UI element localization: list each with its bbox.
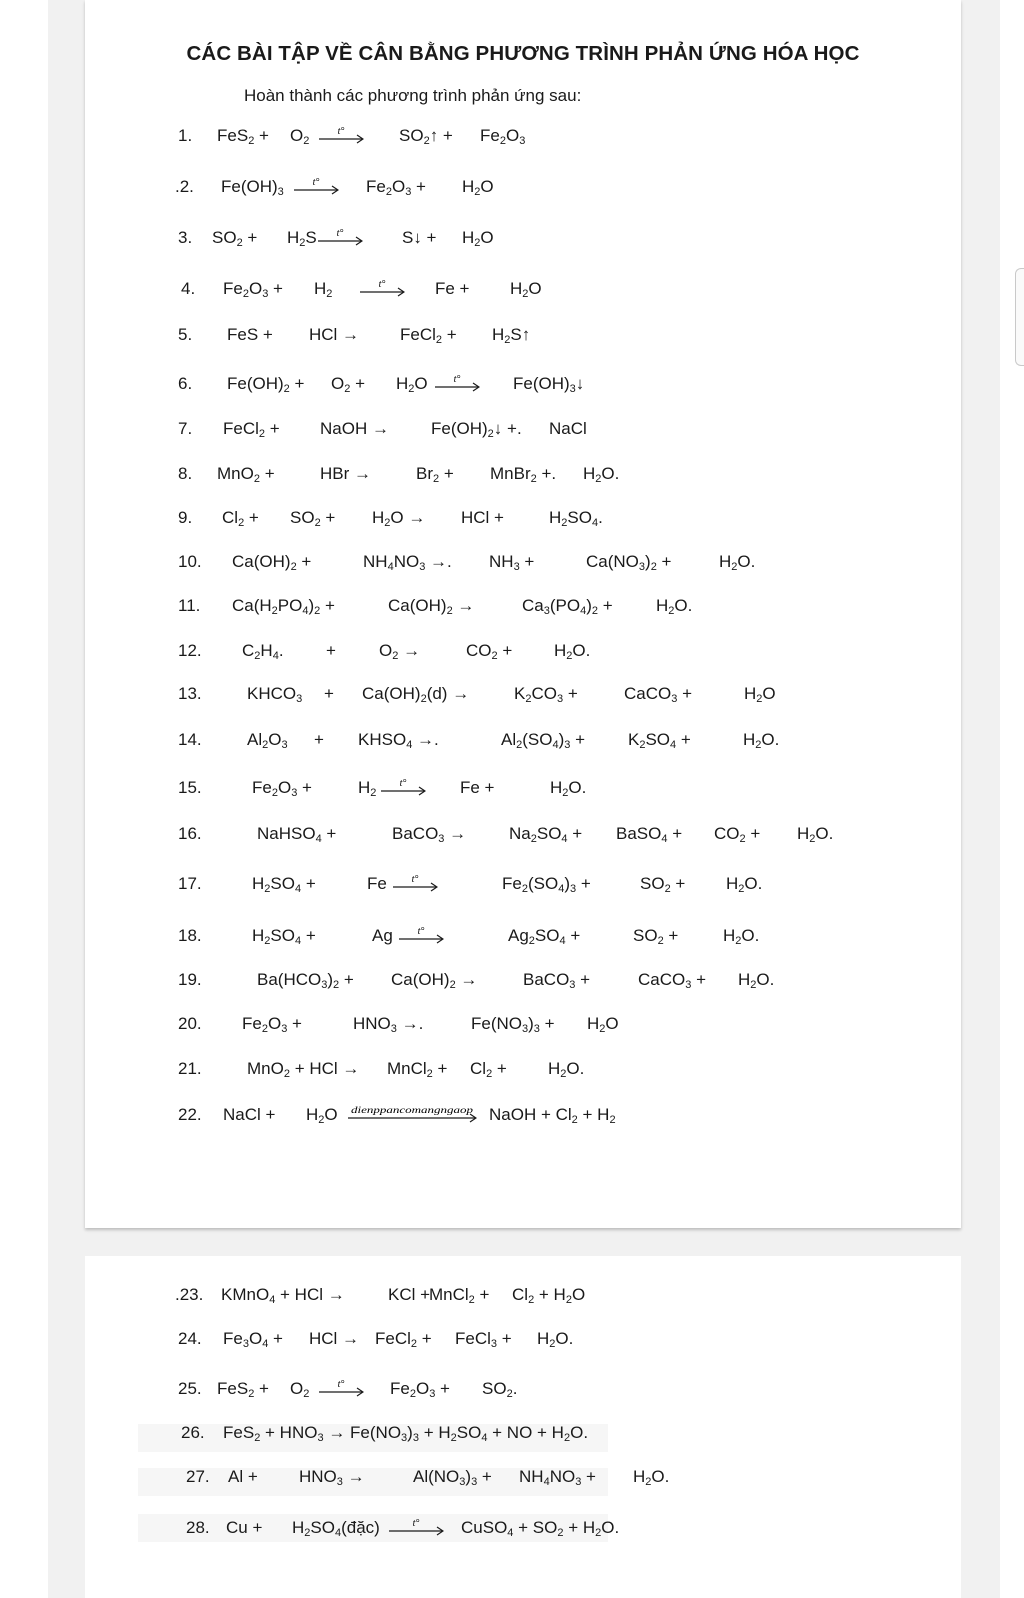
equation-number: 6.	[178, 374, 193, 393]
arrow-condition-label: t°	[417, 926, 425, 937]
equation-term: $H_2O$.	[743, 730, 780, 751]
equation-term: HCl →	[309, 325, 360, 344]
right-margin	[1000, 0, 1024, 1598]
equation-number: 28.	[186, 1518, 210, 1537]
equation-term: $Fe_2O_3$	[480, 126, 526, 147]
equation-term: $H_2O$.	[719, 552, 756, 573]
page-title: CÁC BÀI TẬP VỀ CÂN BẰNG PHƯƠNG TRÌNH PHẢN ỨNG HÓA HỌC	[186, 42, 860, 65]
equation-number: 26.	[181, 1423, 205, 1442]
equation-term: $SO_2↑$ +	[399, 126, 453, 147]
equation-term: Al +	[228, 1467, 258, 1486]
equation-number: 19.	[178, 970, 202, 989]
equation-term: +	[326, 641, 336, 660]
equation-number: 7.	[178, 419, 193, 438]
arrow-condition-label: t°	[411, 874, 419, 885]
equation-term: MnCl$_2$ +	[429, 1285, 490, 1306]
equation-term: $H_2O$.	[550, 778, 587, 799]
equation-term: $O_2$	[290, 1379, 310, 1400]
equation-term: $H_2O$	[462, 177, 494, 198]
equation-number: 27.	[186, 1467, 210, 1486]
equation-term: $K_2SO_4$ +	[628, 730, 691, 751]
equation-term: $Br_2$ +	[416, 464, 454, 485]
equation-number: 8.	[178, 464, 193, 483]
equation-number: 21.	[178, 1059, 202, 1078]
equation-term: Fe +	[460, 778, 495, 797]
equation-term: $H_2O$ →	[372, 508, 426, 529]
equation-term: $Fe_2O_3$ +	[390, 1379, 450, 1400]
equation-term: $Ca(NO_3)_2$ +	[586, 552, 672, 573]
equation-number: .2.	[175, 177, 194, 196]
equation-number: 14.	[178, 730, 202, 749]
equation-term: NaOH + $Cl_2 + H_2$	[489, 1105, 616, 1126]
equation-term: MnO$_2$ + HCl →	[247, 1059, 360, 1080]
equation-term: NaHSO$_4$ +	[257, 824, 337, 845]
equation-term: $KHSO_4$ →.	[358, 730, 439, 751]
equation-term: $Fe_2O_3$ +	[252, 778, 312, 799]
equation-term: $Ca(OH)_2$ →	[388, 596, 475, 617]
equation-term: $H_2O$.	[554, 641, 591, 662]
equation-term: NaCl	[549, 419, 587, 438]
left-margin	[0, 0, 48, 1598]
reaction-arrow-icon	[347, 1101, 477, 1129]
equation-term: $H_2$	[358, 778, 377, 799]
equation-term: $Ca_3(PO_4)_2$ +	[522, 596, 613, 617]
equation-term: $KHCO_3$	[247, 684, 303, 705]
equation-term: $H_2O$	[462, 228, 494, 249]
equation-term: $Fe_2(SO_4)_3$ +	[502, 874, 591, 895]
equation-term: BaCO$_3$ +	[523, 970, 591, 991]
equation-term: FeCl$_2$ +	[400, 325, 457, 346]
equation-term: $H_2O$	[396, 374, 428, 395]
equation-term: $Fe(OH)_2↓$ +.	[431, 419, 522, 440]
equation-term: $CO_2$ +	[714, 824, 761, 845]
equation-term: FeCl$_2$ +	[223, 419, 280, 440]
equation-term: BaCO$_3$ →	[392, 824, 467, 845]
equation-term: $H_2O$.	[548, 1059, 585, 1080]
equation-term: $SO_2$ +	[212, 228, 258, 249]
arrow-condition-label: t°	[378, 279, 386, 290]
arrow-condition-label: t°	[336, 228, 344, 239]
equation-term: BaSO$_4$ +	[616, 824, 683, 845]
equation-number: 12.	[178, 641, 202, 660]
equation-term: $Ca(OH)_2$ +	[232, 552, 312, 573]
equation-term: $H_2SO_4$.	[549, 508, 603, 529]
equation-term: $Fe_2O_3$ +	[242, 1014, 302, 1035]
arrow-condition-label: t°	[412, 1518, 420, 1529]
equation-term: $O_2$	[290, 126, 310, 147]
equation-term: $H_2O$.	[797, 824, 834, 845]
arrow-condition-label: t°	[337, 1379, 345, 1390]
equation-number: 22.	[178, 1105, 202, 1124]
equation-number: 10.	[178, 552, 202, 571]
arrow-condition-label: t°	[337, 126, 345, 137]
equation-term: $Fe_2O_3$ +	[366, 177, 426, 198]
equation-term: $Na_2SO_4$ +	[509, 824, 583, 845]
equation-number: 1.	[178, 126, 193, 145]
equation-term: $H_2O$	[587, 1014, 619, 1035]
scrollbar-handle[interactable]	[1015, 268, 1024, 366]
equation-term: FeS +	[227, 325, 273, 344]
equation-term: $Ba(HCO_3)_2$ +	[257, 970, 354, 991]
instruction-text: Hoàn thành các phương trình phản ứng sau:	[244, 86, 582, 105]
equation-term: $H_2SO_4$ +	[252, 874, 316, 895]
reaction-arrow-icon	[318, 122, 364, 150]
equation-term: $Fe_3O_4$ +	[223, 1329, 283, 1350]
reaction-arrow-icon	[388, 1514, 444, 1542]
equation-term: $Ca(OH)_2(d)$ →	[362, 684, 470, 705]
equation-term: HCl →	[309, 1329, 360, 1348]
equation-term: NaCl +	[223, 1105, 276, 1124]
equation-term: $H_2O$.	[726, 874, 763, 895]
equation-number: 3.	[178, 228, 193, 247]
equation-term: $C_2H_4$.	[242, 641, 284, 662]
equation-number: 11.	[178, 596, 201, 615]
equation-term: FeS$_2$ +	[217, 1379, 269, 1400]
equation-term: $Fe(NO_3)_3$ +	[471, 1014, 555, 1035]
equation-term: $H_2O$.	[633, 1467, 670, 1488]
equation-term: HBr →	[320, 464, 371, 483]
equation-number: 16.	[178, 824, 202, 843]
equation-term: $Al(NO_3)_3$ +	[413, 1467, 492, 1488]
equation-term: $Cl_2$ +	[470, 1059, 507, 1080]
equation-term: KCl +	[388, 1285, 431, 1304]
reaction-arrow-icon	[392, 870, 438, 898]
equation-term: $Fe_2O_3$ +	[223, 279, 283, 300]
equation-term: $SO_2$ +	[633, 926, 679, 947]
equation-term: Ag	[372, 926, 393, 945]
equation-number: 9.	[178, 508, 193, 527]
equation-term: $H_2O$.	[583, 464, 620, 485]
equation-term: $H_2O$.	[656, 596, 693, 617]
equation-term: $H_2O$	[510, 279, 542, 300]
equation-term: FeCl$_3$ +	[455, 1329, 512, 1350]
equation-number: 4.	[181, 279, 196, 298]
equation-term: Fe +	[435, 279, 470, 298]
equation-term: CaCO$_3$ +	[638, 970, 707, 991]
arrow-condition-label: t°	[453, 374, 461, 385]
equation-term: $HNO_3$ →	[299, 1467, 365, 1488]
equation-term: MnCl$_2$ +	[387, 1059, 448, 1080]
equation-term: $O_2$ +	[331, 374, 366, 395]
equation-term: $Cl_2$ +	[222, 508, 259, 529]
equation-term: $H_2O$	[306, 1105, 338, 1126]
arrow-condition-label: dienppancomangngaop	[351, 1105, 474, 1115]
equation-term: $FeS_2 + HNO_3 \to Fe(NO_3)_3 + H_2SO_4$ + NO + $H_2O$.	[223, 1423, 589, 1444]
equation-term: $K_2CO_3$ +	[514, 684, 578, 705]
equation-term: $HNO_3$ →.	[353, 1014, 424, 1035]
equation-term: $H_2S$	[287, 228, 317, 249]
reaction-arrow-icon	[380, 774, 426, 802]
equation-term: $NH_4NO_3$ →.	[363, 552, 452, 573]
equation-term: Cu +	[226, 1518, 263, 1537]
equation-term: $Ca(H_2PO_4)_2$ +	[232, 596, 335, 617]
equation-term: $SO_2$.	[482, 1379, 518, 1400]
equation-number: 13.	[178, 684, 202, 703]
reaction-arrow-icon	[398, 922, 444, 950]
equation-term: CuSO$_4$ + $SO_2 + H_2O$.	[461, 1518, 620, 1539]
equation-term: $H_2$	[314, 279, 333, 300]
equation-term: $NH_3$ +	[489, 552, 535, 573]
equation-term: $H_2O$.	[738, 970, 775, 991]
equation-term: $Al_2O_3$	[247, 730, 288, 751]
equation-term: FeCl$_2$ +	[375, 1329, 432, 1350]
equation-term: CaCO$_3$ +	[624, 684, 693, 705]
equation-term: $CO_2$ +	[466, 641, 513, 662]
equation-term: HCl +	[461, 508, 504, 527]
reaction-arrow-icon	[318, 1375, 364, 1403]
reaction-arrow-icon	[434, 370, 480, 398]
equation-term: KMnO$_4$ + HCl →	[221, 1285, 345, 1306]
equation-term: $Ag_2SO_4$ +	[508, 926, 581, 947]
equation-term: $H_2SO_4$ +	[252, 926, 316, 947]
equation-number: 5.	[178, 325, 193, 344]
equation-number: 20.	[178, 1014, 202, 1033]
equation-term: $SO_2$ +	[640, 874, 686, 895]
equation-term: $NH_4NO_3$ +	[519, 1467, 596, 1488]
equation-number: 18.	[178, 926, 202, 945]
equation-term: NaOH →	[320, 419, 389, 438]
arrow-condition-label: t°	[312, 177, 320, 188]
reaction-arrow-icon	[317, 224, 363, 252]
equation-term: $O_2$ →	[379, 641, 421, 662]
equation-number: 17.	[178, 874, 202, 893]
equation-term: $Cl_2 + H_2O$	[512, 1285, 586, 1306]
reaction-arrow-icon	[359, 275, 405, 303]
equation-term: MnO$_2$ +	[217, 464, 275, 485]
equation-term: $Fe(OH)_3$	[221, 177, 284, 198]
equation-term: $H_2O$.	[723, 926, 760, 947]
equation-term: $H_2S↑$	[492, 325, 531, 346]
equation-term: MnBr$_2$ +.	[490, 464, 557, 485]
equation-term: Fe	[367, 874, 387, 893]
equation-term: $H_2O$.	[537, 1329, 574, 1350]
equation-number: .23.	[175, 1285, 204, 1304]
reaction-arrow-icon	[293, 173, 339, 201]
equation-term: $Fe(OH)_3↓$	[513, 374, 585, 395]
equation-term: $Ca(OH)_2$ →	[391, 970, 478, 991]
arrow-condition-label: t°	[399, 778, 407, 789]
equation-term: $H_2O$	[744, 684, 776, 705]
equation-term: FeS$_2$ +	[217, 126, 269, 147]
equation-term: +	[314, 730, 324, 749]
equation-term: $Fe(OH)_2$ +	[227, 374, 305, 395]
equation-number: 15.	[178, 778, 202, 797]
equation-term: +	[324, 684, 334, 703]
equation-number: 24.	[178, 1329, 202, 1348]
equation-term: $H_2SO_4(đặc)$	[292, 1518, 380, 1539]
equation-term: S↓ +	[402, 228, 437, 247]
equation-term: $SO_2$ +	[290, 508, 336, 529]
equation-number: 25.	[178, 1379, 202, 1398]
equation-term: $Al_2(SO_4)_3$ +	[501, 730, 586, 751]
